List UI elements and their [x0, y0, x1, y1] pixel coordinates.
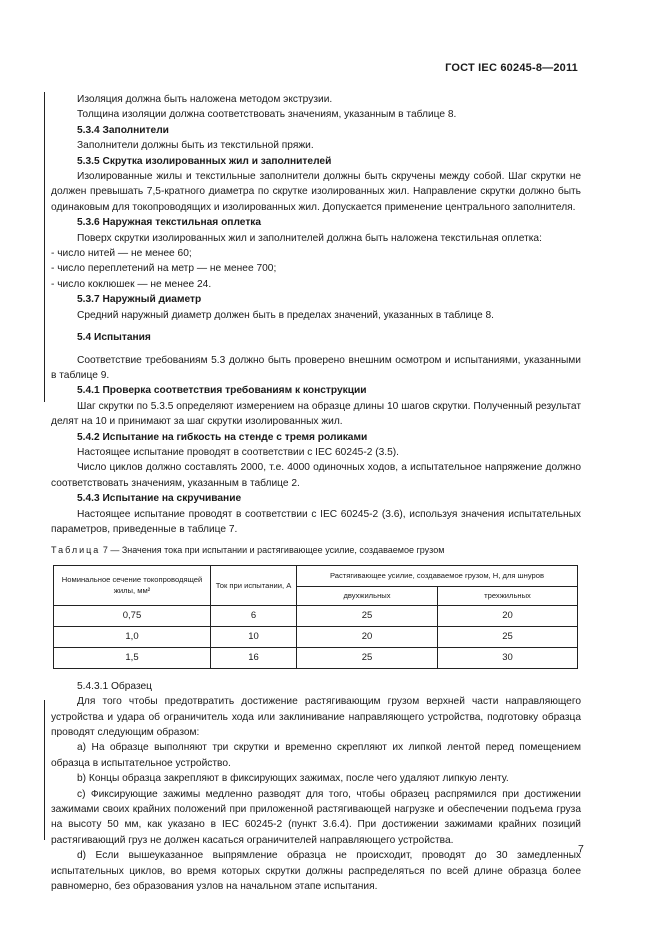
table-cell: 25: [297, 605, 438, 626]
paragraph: Для того чтобы предотвратить достижение растягивающим грузом верхней части направляющего устройства и удара об ограничитель хода или заклинивание направляющего устройства, подготовку образца проводят следующим образом:: [51, 696, 581, 738]
paragraph: b) Концы образца закрепляют в фиксирующих зажимах, после чего удаляют липкую ленту.: [77, 773, 509, 785]
paragraph: Настоящее испытание проводят в соответствии с IEC 60245-2 (3.5).: [77, 446, 399, 458]
section-heading: 5.4 Испытания: [77, 332, 151, 344]
table-cell: 0,75: [54, 605, 211, 626]
paragraph: Поверх скрутки изолированных жил и заполнителей должна быть наложена текстильная оплетка:: [77, 232, 542, 244]
paragraph: Число циклов должно составлять 2000, т.е. 4000 одиночных ходов, а испытательное напряжение должно соответствовать значениям, указанным в таблице 2.: [51, 462, 581, 489]
page-body: [51, 92, 581, 894]
table-cell: 30: [438, 647, 578, 668]
page-number: 7: [578, 843, 584, 855]
table-cell: 25: [438, 626, 578, 647]
list-item: - число коклюшек — не менее 24.: [51, 278, 212, 290]
table-cell: 25: [297, 647, 438, 668]
paragraph: Соответствие требованиям 5.3 должно быть проверено внешним осмотром и испытаниями, указанными в таблице 9.: [51, 354, 581, 381]
table-cell: 6: [211, 605, 297, 626]
column-header: Ток при испытании, А: [211, 565, 297, 605]
table-row: [54, 605, 578, 626]
section-heading: 5.3.7 Наружный диаметр: [77, 294, 202, 306]
test-values-table: [53, 565, 578, 669]
section-heading: 5.3.4 Заполнители: [77, 124, 169, 136]
table-cell: 20: [297, 626, 438, 647]
paragraph: Шаг скрутки по 5.3.5 определяют измерением на образце длины 10 шагов скрутки. Полученный результат делят на 10 и принимают за шаг скрутки изолированных жил.: [51, 400, 581, 428]
table-cell: 10: [211, 626, 297, 647]
section-heading: 5.3.5 Скрутка изолированных жил и заполнителей: [77, 155, 332, 167]
table-row: [54, 626, 578, 647]
paragraph: c) Фиксирующие зажимы медленно разводят для того, чтобы образец распрямился при достижении зажимами своих крайних положений при приложенной растягивающей нагрузке и обеспечении подъема груза на высоту 50 мм, как указано в IEC 60245-2 (пункт 3.6.4). При достижении зажимами крайних позиций растягивающий груз не должен касаться ограничителей направляющего устройства.: [51, 788, 581, 846]
change-bar: [44, 92, 45, 402]
list-item: - число нитей — не менее 60;: [51, 248, 192, 260]
section-heading: 5.4.1 Проверка соответствия требованиям к конструкции: [77, 385, 367, 397]
column-header: Номинальное сечение токопроводящей жилы, мм²: [54, 565, 211, 605]
column-subheader: трехжильных: [438, 586, 578, 605]
table-cell: 20: [438, 605, 578, 626]
section-heading: 5.3.6 Наружная текстильная оплетка: [77, 217, 262, 229]
paragraph: Средний наружный диаметр должен быть в пределах значений, указанных в таблице 8.: [77, 309, 495, 321]
paragraph: Заполнители должны быть из текстильной пряжи.: [77, 140, 314, 152]
table-cell: 1,0: [54, 626, 211, 647]
change-bar: [44, 700, 45, 840]
paragraph: Изоляция должна быть наложена методом экструзии.: [77, 94, 333, 105]
paragraph: Изолированные жилы и текстильные заполнители должны быть скручены между собой. Шаг скрутки не должен превышать 7,5-кратного диаметра по скрутке изолированных жил. Направление скрутки должно быть одинаковым для токопроводящих и изолированных жил. Допускается применение центрального заполнителя.: [51, 171, 581, 213]
subsection-heading: 5.4.3.1 Образец: [77, 680, 153, 692]
table-row: [54, 647, 578, 668]
section-heading: 5.4.2 Испытание на гибкость на стенде с тремя роликами: [77, 431, 368, 443]
column-header: Растягивающее усилие, создаваемое грузом, Н, для шнуров: [297, 565, 578, 586]
paragraph: Настоящее испытание проводят в соответствии с IEC 60245-2 (3.6), используя значения испытательных параметров, приведенные в таблице 7.: [51, 508, 581, 535]
paragraph: d) Если вышеуказанное выпрямление образца не происходит, проводят до 30 замедленных испытательных циклов, во время которых скрутки должны распределяться по всей длине образца более равномерно, без образования узлов на начальном этапе испытания.: [51, 850, 581, 893]
section-heading: 5.4.3 Испытание на скручивание: [77, 493, 242, 505]
table-caption-label: Таблица: [51, 545, 101, 556]
list-item: - число переплетений на метр — не менее 700;: [51, 263, 277, 275]
paragraph: a) На образце выполняют три скрутки и временно скрепляют их липкой лентой перед помещением образца в испытательное устройство.: [51, 742, 581, 769]
table-caption-text: 7 — Значения тока при испытании и растягивающее усилие, создаваемое грузом: [102, 545, 445, 556]
table-cell: 16: [211, 647, 297, 668]
document-header: ГОСТ IEC 60245-8—2011: [445, 62, 578, 74]
table-caption: [51, 543, 581, 558]
column-subheader: двухжильных: [297, 586, 438, 605]
paragraph: Толщина изоляции должна соответствовать значениям, указанным в таблице 8.: [77, 109, 457, 121]
table-cell: 1,5: [54, 647, 211, 668]
